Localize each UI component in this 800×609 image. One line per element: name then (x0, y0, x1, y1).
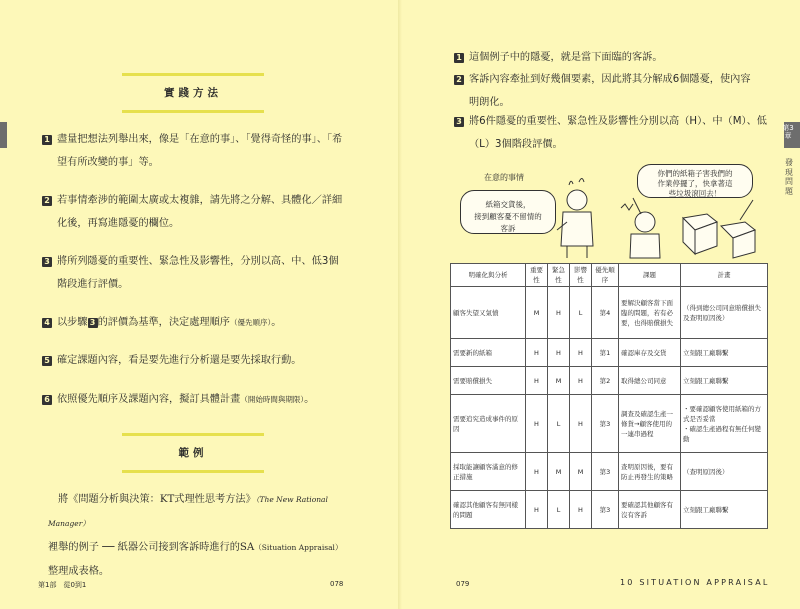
footer-section-name: 第1部 從0到1 (38, 581, 87, 589)
left-step-1: 1 盡量把想法列舉出來，像是「在意的事」、「覺得奇怪的事」、「希 望有所改變的事」等。 (42, 128, 362, 174)
page-number-right: 079 (456, 580, 470, 588)
left-step-6: 6 依照優先順序及課題內容，擬訂具體計畫（開始時間與期限）。 (42, 388, 362, 411)
left-step-4: 4 以步驟 3 的評價為基準，決定處理順序（優先順序）。 (42, 311, 362, 334)
step-number-badge: 6 (42, 395, 52, 405)
table-row: 需要賠償損失 H M H 第2 取得總公司同意 立刻跟工廠聯繫 (451, 367, 768, 395)
right-step-3: 3 將6件隱憂的重要性、緊急性及影響性分別以高（H）、中（M）、低 （L）3個階段評價。 (454, 110, 784, 156)
broken-boxes (683, 214, 755, 258)
step-number-badge: 1 (42, 135, 52, 145)
left-step-2: 2 若事情牽涉的範圍太廣或太複雜，請先將之分解、具體化／詳細 化後，再寫進隱憂的欄位。 (42, 189, 362, 235)
thumb-index-left (0, 122, 7, 148)
thought-bubble-left: 紙箱交貨後， 接到顧客憂不留情的 客訴 (460, 190, 556, 234)
table-header-row: 明確化與分析 重要性 緊急性 影響性 優先順序 課題 計畫 (451, 264, 768, 287)
step-number-badge: 3 (454, 117, 464, 127)
situation-appraisal-table (450, 263, 768, 529)
practice-section-title (122, 73, 264, 113)
worried-person-figure (557, 179, 593, 259)
right-step-2: 2 客訴內容牽扯到好幾個要素，因此將其分解成6個隱憂，使內容 明朗化。 (454, 68, 784, 114)
step-number-badge: 4 (42, 318, 52, 328)
practice-title-text: 實踐方法 (164, 87, 222, 99)
step-reference-badge: 3 (88, 318, 98, 328)
table-row: 需要新的紙箱 H H H 第1 確認庫存及交貨 立刻跟工廠聯繫 (451, 339, 768, 367)
illustration-label: 在意的事情 (484, 173, 524, 182)
table-row: 需要追究造成事件的原因 H L H 第3 調查及確認生產一條貨→顧客使用的一連串過程 ・要確認顧客使用紙箱的方式是否妥當 ・確認生產過程有無任何變動 (451, 395, 768, 453)
step-number-badge: 1 (454, 53, 464, 63)
chapter-label: 發現問題 (785, 158, 793, 196)
step-number-badge: 2 (454, 75, 464, 85)
left-step-3: 3 將所列隱憂的重要性、緊急性及影響性，分別以高、中、低3個 階段進行評價。 (42, 250, 362, 296)
example-title-text: 範例 (178, 447, 208, 459)
book-gutter (398, 0, 402, 609)
table-row: 採取能讓顧客滿意的修正措施 H M M 第3 查明原因後，要有防止再發生的策略 （查明原因後） (451, 453, 768, 491)
speech-bubble-right: 你們的紙箱子害我們的 作業停擺了，快拿著這 些垃圾滾回去！ (637, 164, 753, 198)
example-section-title (122, 433, 264, 473)
table-row: 確認其他顧客有無同樣的問題 H L H 第3 要確認其他顧客有沒有客訴 立刻跟工廠聯繫 (451, 491, 768, 529)
step-number-badge: 5 (42, 356, 52, 366)
step-number-badge: 3 (42, 257, 52, 267)
footer-chapter-title: 10 SITUATION APPRAISAL (620, 578, 770, 587)
chapter-tab: 第3章 (782, 124, 794, 140)
table-row: 顧客失望又氣憤 M H L 第4 要解決顧客當下面臨的問題，若有必要，也得賠償損失 （得到總公司同意賠償損失及查明原因後） (451, 287, 768, 339)
example-paragraph: 將《問題分析與決策：KT式理性思考方法》（The New Rational Manager） 裡舉的例子 ── 紙器公司接到客訴時進行的SA（Situation Appraisal） 整理成表格。 (48, 494, 343, 577)
right-step-1: 1 這個例子中的隱憂，就是當下面臨的客訴。 (454, 46, 784, 69)
left-step-5: 5 確定課題內容，看是要先進行分析還是要先採取行動。 (42, 349, 362, 372)
step-number-badge: 2 (42, 196, 52, 206)
page-number-left: 078 (330, 580, 344, 588)
